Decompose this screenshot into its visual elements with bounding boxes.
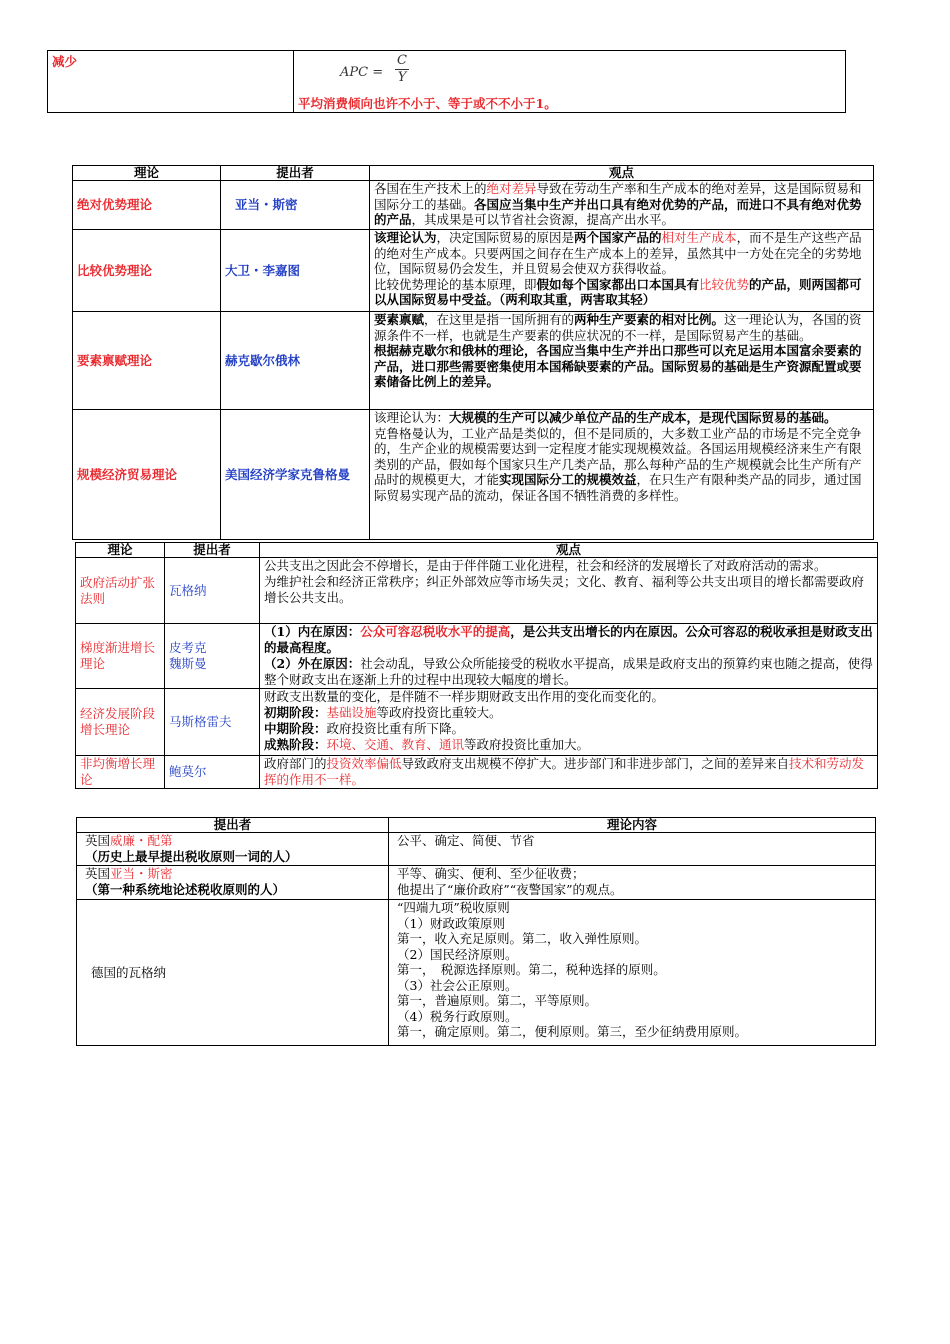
proposer-name: 亚当・斯密	[235, 197, 298, 213]
apc-formula-lhs: APC =	[340, 65, 384, 80]
proposer-note: （历史上最早提出税收原则一词的人）	[85, 848, 298, 864]
view-text-segment: 根据赫克歇尔和俄林的理论，各国应当集中生产并出口那些可以充足运用本国富余要素的产品，进口那些需要密集使用本国稀缺要素的产品。国际贸易的基础是生产资源配置或要素储备比例上的差异。	[374, 343, 862, 389]
proposer-cell	[165, 624, 260, 689]
trade-theory-header	[73, 166, 874, 181]
view-text-segment: 社会动乱，导致公众所能接受的税收水平提高，成果是政府支出的预算约束也随之提高，使得整个财政支出在逐渐上升的过程中出现较大幅度的增长。	[264, 656, 873, 687]
theory-cell	[73, 181, 221, 230]
view-text-segment: 等政府投资比重加大。	[464, 737, 590, 752]
view-cell	[370, 181, 874, 230]
table-row	[76, 558, 878, 624]
content-line: 他提出了“廉价政府”“夜警国家”的观点。	[397, 881, 623, 897]
view-text-segment: 初期阶段：	[264, 705, 327, 720]
theory-cell	[76, 558, 165, 624]
view-cell	[370, 410, 874, 540]
view-text-segment: 基础设施	[326, 705, 377, 720]
proposer-note: （第一种系统地论述税收原则的人）	[85, 881, 286, 897]
proposer-name: 鲍莫尔	[169, 764, 207, 779]
content-cell	[389, 833, 876, 866]
apc-denominator: Y	[397, 70, 407, 85]
content-line: “四端九项”税收原则	[397, 900, 510, 915]
proposer-cell	[77, 866, 389, 900]
content-line: 第一， 税源选择原则。第二，税种选择的原则。	[397, 962, 666, 977]
view-text-segment: 公众可容忍税收水平的提高	[360, 624, 511, 639]
trade-theory-table	[72, 165, 874, 540]
proposer-name: 皮考克 魏斯曼	[169, 640, 207, 671]
proposer-name: 美国经济学家克鲁格曼	[225, 466, 351, 482]
consumption-table	[47, 50, 846, 113]
header-view: 观点	[370, 166, 874, 181]
tax-principle-table	[76, 817, 876, 1046]
table-row	[77, 866, 876, 900]
view-text-segment: 比较优势理论的基本原理，即	[374, 276, 537, 292]
proposer-cell	[165, 756, 260, 789]
view-cell	[260, 624, 878, 689]
theory-cell	[73, 230, 221, 312]
table-row	[73, 181, 874, 230]
theory-name: 经济发展阶段增长理论	[80, 706, 156, 737]
proposer-name: 瓦格纳	[169, 582, 207, 598]
expenditure-header	[76, 543, 878, 558]
decrease-label: 减少	[52, 54, 78, 69]
view-text-segment: ，决定国际贸易的原因是	[436, 230, 575, 245]
view-text-segment: 两个国家产品的	[574, 230, 662, 245]
proposer-name: 马斯格雷夫	[169, 714, 232, 729]
view-cell	[370, 312, 874, 410]
view-cell	[260, 558, 878, 624]
view-text-segment: 投资效率偏低	[326, 756, 402, 771]
table-row	[73, 410, 874, 540]
content-line: （4）税务行政原则。	[397, 1008, 518, 1024]
view-text-segment: 绝对差异	[486, 181, 537, 196]
proposer-cell	[77, 900, 389, 1046]
content-line: （1）财政政策原则	[397, 915, 505, 931]
view-text-segment: 这一理论认为，各国的资源条件不一样，也就是生产要素的供应状况的不一样，是国际贸易产生的基础。	[374, 312, 862, 343]
tax-principle-header	[77, 818, 876, 833]
header-content: 理论内容	[389, 818, 876, 833]
table-row	[73, 230, 874, 312]
apc-fraction	[395, 53, 409, 86]
proposer-cell	[221, 312, 370, 410]
view-cell	[260, 756, 878, 789]
view-text-segment: 政府投资比重有所下降。	[326, 721, 465, 736]
theory-name: 比较优势理论	[77, 262, 153, 278]
view-text-segment: 两种生产要素的相对比例。	[574, 312, 725, 327]
view-text-segment: ，在这里是指一国所拥有的	[424, 312, 575, 327]
content-line: 公平、确定、简便、节省	[397, 833, 535, 848]
header-theory: 理论	[73, 166, 221, 181]
view-text-segment: 比较优势	[699, 276, 750, 292]
proposer-name: 威廉・配第	[110, 833, 173, 848]
view-text-segment: 成熟阶段：	[264, 737, 327, 752]
view-text-segment: （2）外在原因：	[264, 656, 361, 671]
proposer-name: 大卫・李嘉图	[225, 262, 301, 278]
theory-name: 绝对优势理论	[77, 197, 153, 213]
table-row	[76, 624, 878, 689]
proposer-name: 德国的瓦格纳	[91, 964, 167, 980]
view-text-segment: 各国应当集中生产并出口具有绝对优势的产品，而进口不具有绝对优势的产品	[374, 196, 862, 227]
view-text-segment: 公共支出之因此会不停增长，是由于伴伴随工业化进程，社会和经济的发展增长了对政府活动的需求。	[264, 558, 827, 573]
view-text-segment: 假如每个国家都出口本国具有	[536, 276, 700, 292]
view-text-segment: 实现国际分工的规模效益	[499, 472, 637, 487]
apc-cell	[294, 51, 846, 113]
view-text-segment: 环境、交通、教育、通讯	[326, 737, 465, 752]
proposer-cell	[77, 833, 389, 866]
table-row	[76, 689, 878, 756]
header-view: 观点	[260, 543, 878, 558]
content-line: 第一，普遍原则。第二，平等原则。	[397, 993, 598, 1008]
view-text-segment: 政府部门的	[264, 756, 327, 771]
proposer-cell	[221, 230, 370, 312]
content-line: 第一，收入充足原则。第二，收入弹性原则。	[397, 931, 648, 946]
table-row	[73, 312, 874, 410]
proposer-cell	[221, 410, 370, 540]
proposer-cell	[221, 181, 370, 230]
theory-name: 梯度渐进增长理论	[80, 640, 156, 671]
view-text-segment: 中期阶段：	[264, 721, 327, 736]
table-row	[76, 756, 878, 789]
theory-name: 规模经济贸易理论	[77, 466, 178, 482]
view-text-segment: （1）内在原因：	[264, 624, 361, 639]
apc-numerator: C	[397, 53, 407, 68]
theory-cell	[76, 689, 165, 756]
theory-name: 要素禀赋理论	[77, 352, 153, 368]
header-proposer: 提出者	[165, 543, 260, 558]
view-text-segment: ，其成果是可以节省社会资源，提高产出水平。	[411, 212, 675, 227]
expenditure-theory-table	[75, 542, 878, 789]
content-line: （2）国民经济原则。	[397, 946, 518, 962]
table-row	[77, 900, 876, 1046]
view-text-segment: 导致政府支出规模不停扩大。进步部门和非进步部门，之间的差异来自	[401, 756, 790, 771]
view-text-segment: 要素禀赋	[374, 312, 425, 327]
view-text-segment: 导致在劳动生产率和生产成本的绝对差异，这是国际贸易和国际分工的基础。	[374, 181, 862, 212]
view-text-segment: 该理论认为	[374, 230, 437, 245]
theory-name: 非均衡增长理论	[80, 756, 156, 787]
theory-cell	[73, 410, 221, 540]
view-text-segment: ，是公共支出增长的内在原因。公众可容忍的税收承担是财政支出的最高程度。	[264, 624, 873, 655]
header-theory: 理论	[76, 543, 165, 558]
content-cell	[389, 866, 876, 900]
proposer-cell	[165, 558, 260, 624]
content-line: 平等、确实、便利、至少征收费；	[397, 866, 585, 881]
view-text-segment: 该理论认为：	[374, 410, 450, 425]
view-text-segment: ，而不是生产这些产品的绝对生产成本。只要两国之间存在生产成本上的差异，虽然其中一方处在完全的劣势地位，国际贸易仍会发生，并且贸易会使双方获得收益。	[374, 230, 862, 276]
table-row	[77, 833, 876, 866]
theory-cell	[76, 624, 165, 689]
view-text-segment: 为维护社会和经济正常秩序；纠正外部效应等市场失灵；文化、教育、福利等公共支出项目的增长都需要政府增长公共支出。	[264, 574, 865, 605]
apc-note: 平均消费倾向也许不小于、等于或不不小于1。	[298, 96, 557, 111]
view-cell	[370, 230, 874, 312]
content-cell	[389, 900, 876, 1046]
content-line: 第一，确定原则。第二，便利原则。第三，至少征纳费用原则。	[397, 1024, 748, 1039]
view-text-segment: 各国在生产技术上的	[374, 181, 487, 196]
proposer-prefix: 英国	[85, 833, 111, 848]
proposer-prefix: 英国	[85, 866, 111, 881]
proposer-name: 赫克歇尔俄林	[225, 352, 301, 368]
theory-cell	[76, 756, 165, 789]
theory-cell	[73, 312, 221, 410]
proposer-cell	[165, 689, 260, 756]
view-text-segment: 财政支出数量的变化，是伴随不一样步期财政支出作用的变化而变化的。	[264, 689, 665, 704]
theory-name: 政府活动扩张法则	[80, 574, 156, 606]
apc-formula	[340, 53, 841, 93]
view-text-segment: 克鲁格曼认为，工业产品是类似的，但不是同质的，大多数工业产品的市场是不完全竞争的，生产企业的规模需要达到一定程度才能实现规模效益。各国运用规模经济来生产有限类别的产品，假如每个国家只生产几类产品，那么每种产品的生产规模就会比生产所有产品时的规模更大，才能	[374, 425, 862, 487]
view-cell	[260, 689, 878, 756]
view-text-segment: ，在只生产有限种类产品的同步，通过国际贸易实现产品的流动，保证各国不牺牲消费的多样性。	[374, 472, 862, 503]
view-text-segment: 等政府投资比重较大。	[376, 705, 502, 720]
view-text-segment: 技术和劳动发挥的作用不一样。	[264, 756, 865, 787]
header-proposer: 提出者	[77, 818, 389, 833]
view-text-segment: 的产品，则两国都可以从国际贸易中受益。（两利取其重，两害取其轻）	[374, 276, 862, 307]
view-text-segment: 大规模的生产可以减少单位产品的生产成本，是现代国际贸易的基础。	[449, 410, 837, 425]
view-text-segment: 相对生产成本	[661, 230, 737, 245]
header-proposer: 提出者	[221, 166, 370, 181]
proposer-name: 亚当・斯密	[110, 866, 173, 881]
content-line: （3）社会公正原则。	[397, 977, 518, 993]
decrease-cell	[48, 51, 294, 113]
